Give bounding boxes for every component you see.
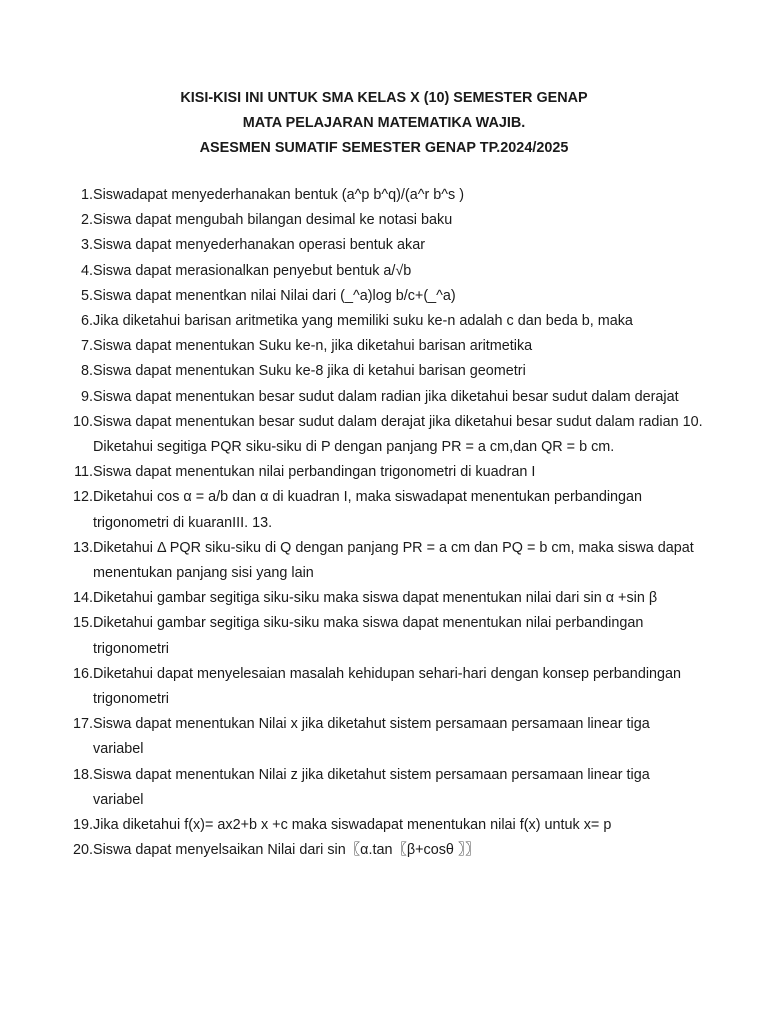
list-item	[64, 233, 704, 258]
list-item-number: 8.	[80, 363, 93, 380]
list-item-number: 4.	[80, 262, 93, 279]
header-title-line-1: KISI-KISI INI UNTUK SMA KELAS X (10) SEMESTER GENAP	[180, 90, 588, 106]
list-item	[64, 334, 704, 359]
list-item	[64, 536, 704, 586]
list-item-number: 2.	[80, 212, 93, 229]
list-item-number: 5.	[80, 287, 93, 304]
list-item-number: 7.	[80, 338, 93, 355]
list-item-text: Siswa dapat menentukan Suku ke-n, jika diketahui barisan aritmetika	[93, 338, 533, 355]
list-item-text: Siswa dapat menentukan besar sudut dalam derajat jika diketahui besar sudut dalam radian 10. Diketahui segitiga PQR siku-siku di P dengan panjang PR = a cm,dan QR = b cm.	[93, 413, 703, 456]
list-item-number: 14.	[72, 590, 93, 607]
list-item-text: Diketahui Δ PQR siku-siku di Q dengan panjang PR = a cm dan PQ = b cm, maka siswa dapat menentukan panjang sisi yang lain	[93, 539, 694, 582]
list-item-number: 13.	[72, 539, 93, 556]
list-item-number: 6.	[80, 313, 93, 330]
list-item-text: Siswa dapat menentukan Suku ke-8 jika di ketahui barisan geometri	[93, 363, 526, 380]
list-item-number: 20.	[72, 842, 93, 859]
list-item-number: 12.	[72, 489, 93, 506]
list-item-text: Siswa dapat menentkan nilai Nilai dari (_^a)log b/c+(_^a)	[93, 287, 456, 304]
list-item	[64, 309, 704, 334]
list-item-text: Siswadapat menyederhanakan bentuk (a^p b^q)/(a^r b^s )	[93, 187, 464, 203]
list-item	[64, 485, 704, 535]
list-item	[64, 410, 704, 460]
list-item-number: 9.	[80, 388, 93, 405]
list-item-text: Diketahui gambar segitiga siku-siku maka siswa dapat menentukan nilai perbandingan trigonometri	[93, 615, 644, 657]
list-item	[64, 662, 704, 712]
list-item	[64, 838, 704, 863]
list-item-number: 1.	[80, 187, 93, 203]
list-item-number: 10.	[72, 413, 93, 430]
list-item	[64, 586, 704, 611]
list-item	[64, 611, 704, 661]
list-item	[64, 385, 704, 410]
list-item-number: 3.	[80, 237, 93, 254]
list-item-number: 15.	[72, 615, 93, 632]
list-item	[64, 359, 704, 384]
list-item	[64, 259, 704, 284]
list-item-text: Siswa dapat menentukan Nilai z jika diketahut sistem persamaan persamaan linear tiga variabel	[93, 766, 650, 808]
list-item-text: Diketahui cos α = a/b dan α di kuadran I, maka siswadapat menentukan perbandingan trigonometri di kuaranIII. 13.	[93, 489, 643, 531]
list-item	[64, 208, 704, 233]
list-item-text: Jika diketahui f(x)= ax2+b x +c maka siswadapat menentukan nilai f(x) untuk x= p	[93, 817, 612, 834]
indicator-list	[64, 183, 704, 863]
list-item-text: Siswa dapat menyelsaikan Nilai dari sin〖α.tan〖β+cosθ 〗〗	[93, 842, 480, 859]
list-item-text: Siswa dapat mengubah bilangan desimal ke notasi baku	[93, 212, 453, 229]
list-item	[64, 813, 704, 838]
list-item	[64, 763, 704, 813]
list-item	[64, 284, 704, 309]
list-item-number: 16.	[72, 665, 93, 682]
header-title-line-2: MATA PELAJARAN MATEMATIKA WAJIB.	[242, 115, 526, 131]
list-item-number: 17.	[72, 716, 93, 733]
document-header	[0, 86, 768, 161]
list-item	[64, 712, 704, 762]
list-item-text: Diketahui gambar segitiga siku-siku maka siswa dapat menentukan nilai dari sin α +sin β	[93, 590, 658, 607]
list-item-text: Diketahui dapat menyelesaian masalah kehidupan sehari-hari dengan konsep perbandingan trigonometri	[93, 665, 682, 708]
list-item-text: Siswa dapat merasionalkan penyebut bentuk a/√b	[93, 262, 412, 279]
list-item-number: 19.	[72, 817, 93, 834]
list-item-number: 18.	[72, 766, 93, 783]
list-item	[64, 183, 704, 208]
list-item	[64, 460, 704, 485]
list-item-text: Siswa dapat menyederhanakan operasi bentuk akar	[93, 237, 425, 254]
header-title-line-3: ASESMEN SUMATIF SEMESTER GENAP TP.2024/2025	[199, 140, 569, 156]
list-item-text: Siswa dapat menentukan Nilai x jika diketahut sistem persamaan persamaan linear tiga variabel	[93, 716, 650, 758]
list-item-text: Siswa dapat menentukan besar sudut dalam radian jika diketahui besar sudut dalam derajat	[93, 388, 679, 405]
list-item-text: Jika diketahui barisan aritmetika yang memiliki suku ke-n adalah c dan beda b, maka	[93, 313, 633, 330]
list-item-text: Siswa dapat menentukan nilai perbandingan trigonometri di kuadran I	[93, 464, 536, 481]
list-item-number: 11.	[74, 464, 93, 481]
